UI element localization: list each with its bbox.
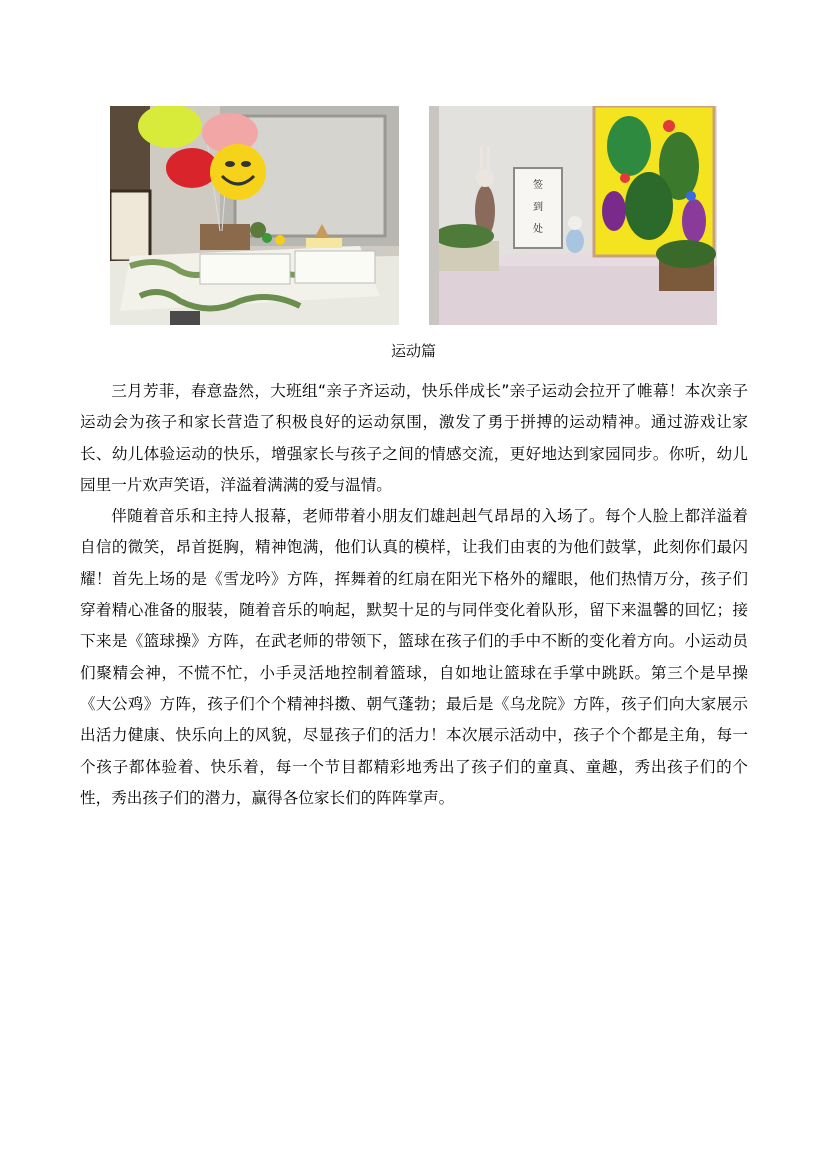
svg-text:签: 签: [533, 180, 543, 191]
svg-text:到: 到: [533, 202, 543, 213]
paragraph: 伴随着音乐和主持人报幕，老师带着小朋友们雄赳赳气昂昂的入场了。每个人脸上都洋溢着自信的微笑，昂首挺胸，精神饱满，他们认真的模样，让我们由衷的为他们鼓掌，此刻你们最闪耀！首先上场的是《雪龙吟》方阵，挥舞着的红扇在阳光下格外的耀眼，他们热情万分，孩子们穿着精心准备的服装，随着音乐的响起，默契十足的与同伴变化着队形，留下来温馨的回忆；接下来是《篮球操》方阵，在武老师的带领下，篮球在孩子们的手中不断的变化着方向。小运动员们聚精会神，不慌不忙，小手灵活地控制着篮球，自如地让篮球在手掌中跳跃。第三个是早操《大公鸡》方阵，孩子们个个精神抖擞、朝气蓬勃；最后是《乌龙院》方阵，孩子们向大家展示出活力健康、快乐向上的风貌，尽显孩子们的活力！本次展示活动中，孩子个个都是主角，每一个孩子都体验着、快乐着，每一个节目都精彩地秀出了孩子们的童真、童趣，秀出孩子们的个性，秀出孩子们的潜力，赢得各位家长们的阵阵掌声。: [80, 507, 748, 807]
sign-in-table-photo: [110, 106, 399, 325]
svg-text:处: 处: [533, 224, 543, 235]
sign-in-display-photo: [429, 106, 717, 325]
article-body: [80, 376, 748, 814]
photo-caption: 运动篇: [390, 342, 436, 360]
paragraph: 三月芳菲，春意盎然，大班组“亲子齐运动，快乐伴成长”亲子运动会拉开了帷幕！本次亲子运动会为孩子和家长营造了积极良好的运动氛围，激发了勇于拼搏的运动精神。通过游戏让家长、幼儿体验运动的快乐，增强家长与孩子之间的情感交流，更好地达到家园同步。你听，幼儿园里一片欢声笑语，洋溢着满满的爱与温情。: [80, 382, 748, 494]
